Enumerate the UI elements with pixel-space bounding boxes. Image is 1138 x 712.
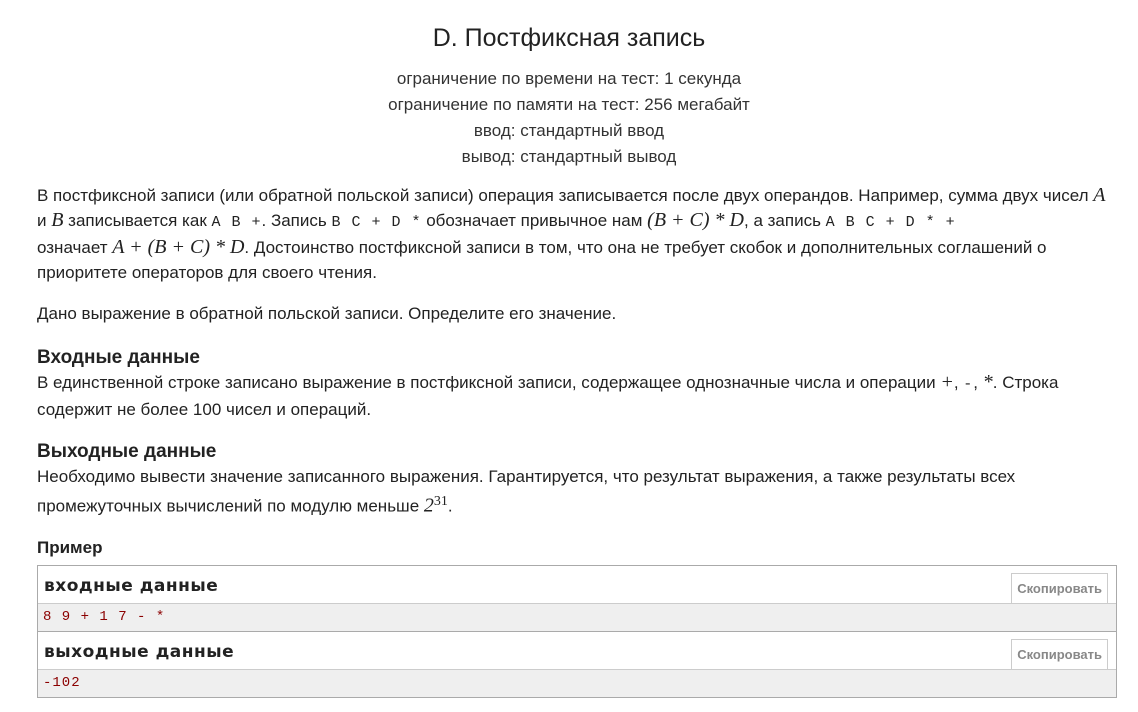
op-mult: * [982, 371, 993, 393]
math-var-a: A [1093, 184, 1106, 206]
statement-text: , а запись [744, 211, 826, 230]
math-expression-2: A + (B + C) * D [112, 236, 245, 258]
statement-text: обозначает привычное нам [421, 211, 648, 230]
output-text: . [447, 496, 453, 516]
sample-test [37, 565, 1117, 698]
output-section-title: Выходные данные [37, 441, 217, 462]
math-var-b: B [51, 209, 64, 231]
power-exponent: 31 [433, 494, 448, 509]
power-base: 2 [423, 494, 434, 517]
statement-text: записывается как [63, 211, 212, 230]
statement-text: . Достоинство постфиксной записи в том, что она не требует скобок и дополнительных соглашений о приоритете операторов для своего чтения. [37, 238, 1047, 282]
code-example-3: A B C + D * + [825, 214, 956, 231]
input-file: ввод: стандартный ввод [473, 121, 665, 140]
sample-output-header [38, 632, 1116, 670]
statement-text: В постфиксной записи (или обратной польской записи) операция записывается после двух операндов. Например, сумма двух чисел [37, 186, 1094, 205]
code-example-1: A B + [211, 214, 262, 231]
sample-input-value: 8 9 + 1 7 - * [38, 604, 1116, 632]
sample-output-value: -102 [38, 670, 1116, 697]
output-specification [37, 440, 1117, 519]
op-minus: - [963, 376, 974, 393]
statement-paragraph-2: Дано выражение в обратной польской записи. Определите его значение. [37, 304, 617, 323]
sample-input-header [38, 566, 1116, 604]
input-text: В единственной строке записано выражение в постфиксной записи, содержащее однозначные числа и операции [37, 373, 941, 392]
math-expression-1: (B + C) * D [647, 209, 744, 231]
problem-statement [37, 183, 1117, 698]
sample-output-label: выходные данные [44, 641, 235, 662]
op-plus: + [940, 371, 954, 393]
sample-input-label: входные данные [44, 575, 219, 596]
statement-paragraph-1 [37, 183, 1117, 285]
code-example-2: B C + D * [331, 214, 422, 231]
input-specification [37, 346, 1117, 422]
time-limit: ограничение по времени на тест: 1 секунда [396, 69, 742, 88]
problem-title: D. Постфиксная запись [432, 24, 706, 52]
statement-text: означает [37, 238, 113, 257]
copy-input-button[interactable]: Скопировать [1011, 573, 1108, 604]
example-title: Пример [37, 537, 103, 557]
memory-limit: ограничение по памяти на тест: 256 мегабайт [388, 95, 750, 114]
input-section-title: Входные данные [37, 347, 200, 368]
output-section-text [37, 464, 1117, 519]
statement-text: . Запись [261, 211, 332, 230]
input-section-text: В единственной строке записано выражение в постфиксной записи, содержащее однозначные числа и операции +, -, *. Строка содержит не более 100 чисел и операций. [37, 371, 1059, 419]
input-text: . Строка содержит не более 100 чисел и операций. [37, 373, 1059, 419]
statement-text: и [37, 211, 52, 230]
copy-output-button[interactable]: Скопировать [1011, 639, 1108, 670]
output-text: Необходимо вывести значение записанного выражения. Гарантируется, что результат выражения, а также результаты всех промежуточных вычислений по модулю меньше [37, 467, 1016, 516]
output-file: вывод: стандартный вывод [461, 147, 677, 166]
problem-header [0, 0, 1138, 170]
